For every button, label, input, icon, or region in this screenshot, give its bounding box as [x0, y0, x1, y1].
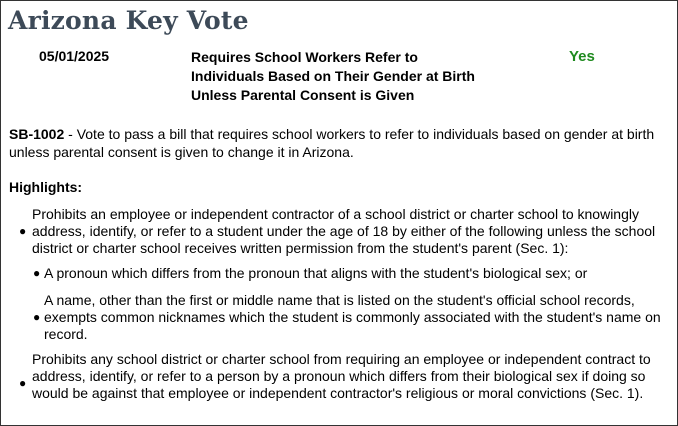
vote-title: Requires School Workers Refer to Individuals Based on Their Gender at Birth Unless Parental Consent is Given — [191, 49, 475, 103]
highlight-item: A name, other than the first or middle name that is listed on the student's official school records, exempts common nicknames which the student is commonly associated with the student's name on record. — [44, 292, 661, 342]
card-title: Arizona Key Vote — [8, 6, 249, 35]
bullet-icon: ● — [19, 224, 27, 238]
highlight-item: A pronoun which differs from the pronoun that aligns with the student's biological sex; or — [44, 265, 588, 281]
bullet-icon: ● — [19, 376, 27, 390]
bill-id: SB-1002 — [9, 126, 65, 142]
vote-summary — [9, 125, 671, 161]
bullet-icon: ● — [33, 266, 41, 280]
highlight-item: Prohibits any school district or charter school from requiring an employee or independent contract to address, identify, or refer to a person by a pronoun which differs from their biological sex if doing so would be against that employee or independent contractor's religious or moral convictions (Sec. 1). — [32, 351, 651, 401]
summary-text: - Vote to pass a bill that requires school workers to refer to individuals based on gender at birth unless parental consent is given to change it in Arizona. — [9, 126, 655, 160]
bullet-icon: ● — [33, 310, 41, 324]
highlight-item: Prohibits an employee or independent contractor of a school district or charter school to knowingly address, identify, or refer to a student under the age of 18 by either of the following unless the school district or charter school receives written permission from the student's parent (Sec. 1): — [32, 206, 656, 256]
vote-date: 05/01/2025 — [39, 48, 110, 64]
vote-result: Yes — [569, 48, 595, 65]
highlights-heading: Highlights: — [9, 179, 83, 195]
